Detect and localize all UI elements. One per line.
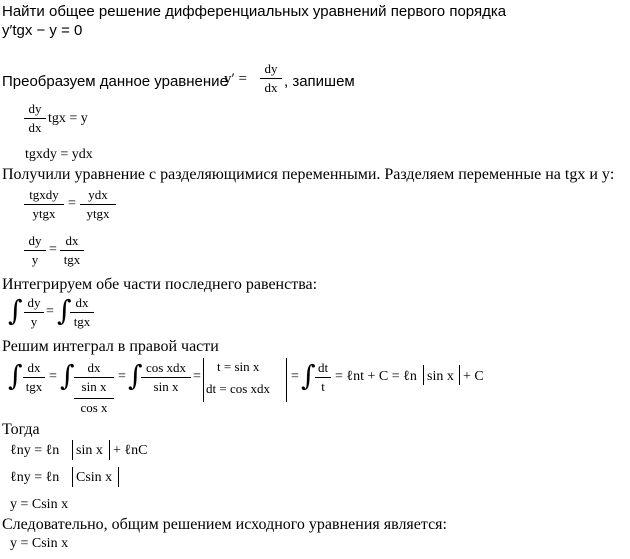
step6-text: Следовательно, общим решением исходного уравнения является: <box>2 516 447 533</box>
eq6-d-den: t <box>321 379 325 394</box>
step1-y-prime: y′ = <box>224 71 247 87</box>
abs-left-bar <box>72 440 73 460</box>
eq5-right-num: dx <box>75 295 89 310</box>
eq6-b-den-den: cos x <box>80 400 108 415</box>
eq6-a-fraction <box>23 360 45 395</box>
integral-sign: ∫ <box>60 359 75 392</box>
eq1-rest: tgx = y <box>48 111 88 126</box>
eq6-d-fraction <box>315 360 331 395</box>
eq7-left: ℓny = ℓn <box>10 443 60 458</box>
eq1-den: dx <box>28 120 42 135</box>
problem-equation: y′tgx − y = 0 <box>2 22 83 39</box>
abs-left-bar <box>72 467 73 487</box>
eq6-equals-4: = <box>291 369 299 384</box>
eq6-equals-1: = <box>49 369 57 384</box>
eq4-equals: = <box>49 242 57 257</box>
eq6-equals-2: = <box>118 369 126 384</box>
eq6-a-num: dx <box>27 360 41 375</box>
eq3-right-fraction <box>80 187 116 222</box>
eq3-left-num: tgxdy <box>29 187 59 202</box>
eq10: y = Csin x <box>10 536 69 551</box>
substitution-left-bar <box>203 358 204 402</box>
eq3-right-den: ytgx <box>86 206 110 221</box>
integral-sign: ∫ <box>8 359 23 392</box>
step1-fraction <box>260 61 282 96</box>
abs-right-bar <box>109 440 110 460</box>
eq7-abs: sin x <box>76 443 103 458</box>
eq1-num: dy <box>28 101 42 116</box>
eq6-c-den: sin x <box>153 379 179 394</box>
abs-right-bar <box>118 467 119 487</box>
step1-text: Преобразуем данное уравнение <box>2 73 228 90</box>
step1-fraction-num: dy <box>264 61 278 76</box>
step3-text: Интегрируем обе части последнего равенства: <box>2 276 318 293</box>
eq5-left-den: y <box>30 314 38 329</box>
eq8-abs: Csin x <box>76 470 113 485</box>
problem-title: Найти общее решение дифференциальных уравнений первого порядка <box>2 3 507 20</box>
eq6-abs: sin x <box>427 369 454 384</box>
eq8-left: ℓny = ℓn <box>10 470 60 485</box>
step5-text: Тогда <box>2 421 40 438</box>
eq4-left-den: y <box>31 252 39 267</box>
step2-text: Получили уравнение с разделяющимися переменными. Разделяем переменные на tgx и y: <box>2 166 615 183</box>
eq3-left-fraction <box>24 187 64 222</box>
step4-text: Решим интеграл в правой части <box>2 338 219 355</box>
eq6-tail: + C <box>463 369 484 384</box>
eq7-tail: + ℓnC <box>113 443 148 458</box>
eq3-equals: = <box>68 196 76 211</box>
eq6-c-fraction <box>141 360 191 395</box>
eq5-left-fraction <box>24 295 44 330</box>
substitution-2: dt = cos xdx <box>206 381 271 396</box>
eq9: y = Csin x <box>10 497 69 512</box>
integral-sign: ∫ <box>8 294 23 327</box>
substitution-right-bar <box>286 358 287 402</box>
eq4-left-num: dy <box>28 233 42 248</box>
integral-sign: ∫ <box>301 359 316 392</box>
eq5-equals: = <box>46 304 54 319</box>
integral-sign: ∫ <box>128 359 143 392</box>
eq4-right-fraction <box>60 233 84 268</box>
eq3-left-den: ytgx <box>32 206 56 221</box>
eq6-result: = ℓnt + C = ℓn <box>335 369 417 384</box>
eq4-right-num: dx <box>65 233 79 248</box>
step1-fraction-den: dx <box>264 80 278 95</box>
eq5-left-num: dy <box>27 295 41 310</box>
step1-tail: , запишем <box>284 73 355 90</box>
eq6-c-num: cos xdx <box>145 360 187 375</box>
integral-sign: ∫ <box>57 294 72 327</box>
eq1-fraction <box>24 101 46 136</box>
eq5-right-fraction <box>70 295 94 330</box>
eq6-b-den-num: sin x <box>81 379 107 394</box>
eq2: tgxdy = ydx <box>25 147 93 162</box>
substitution-1: t = sin x <box>217 359 260 374</box>
eq4-left-fraction <box>24 233 46 268</box>
eq6-b-num: dx <box>87 360 101 375</box>
eq4-right-den: tgx <box>63 252 81 267</box>
eq6-d-num: dt <box>317 360 329 375</box>
abs-right-bar <box>459 365 460 385</box>
eq5-right-den: tgx <box>73 314 91 329</box>
eq6-equals-3: = <box>193 369 201 384</box>
abs-left-bar <box>423 365 424 385</box>
eq6-a-den: tgx <box>25 379 43 394</box>
eq6-b-fraction <box>74 360 114 416</box>
eq3-right-num: ydx <box>88 187 108 202</box>
